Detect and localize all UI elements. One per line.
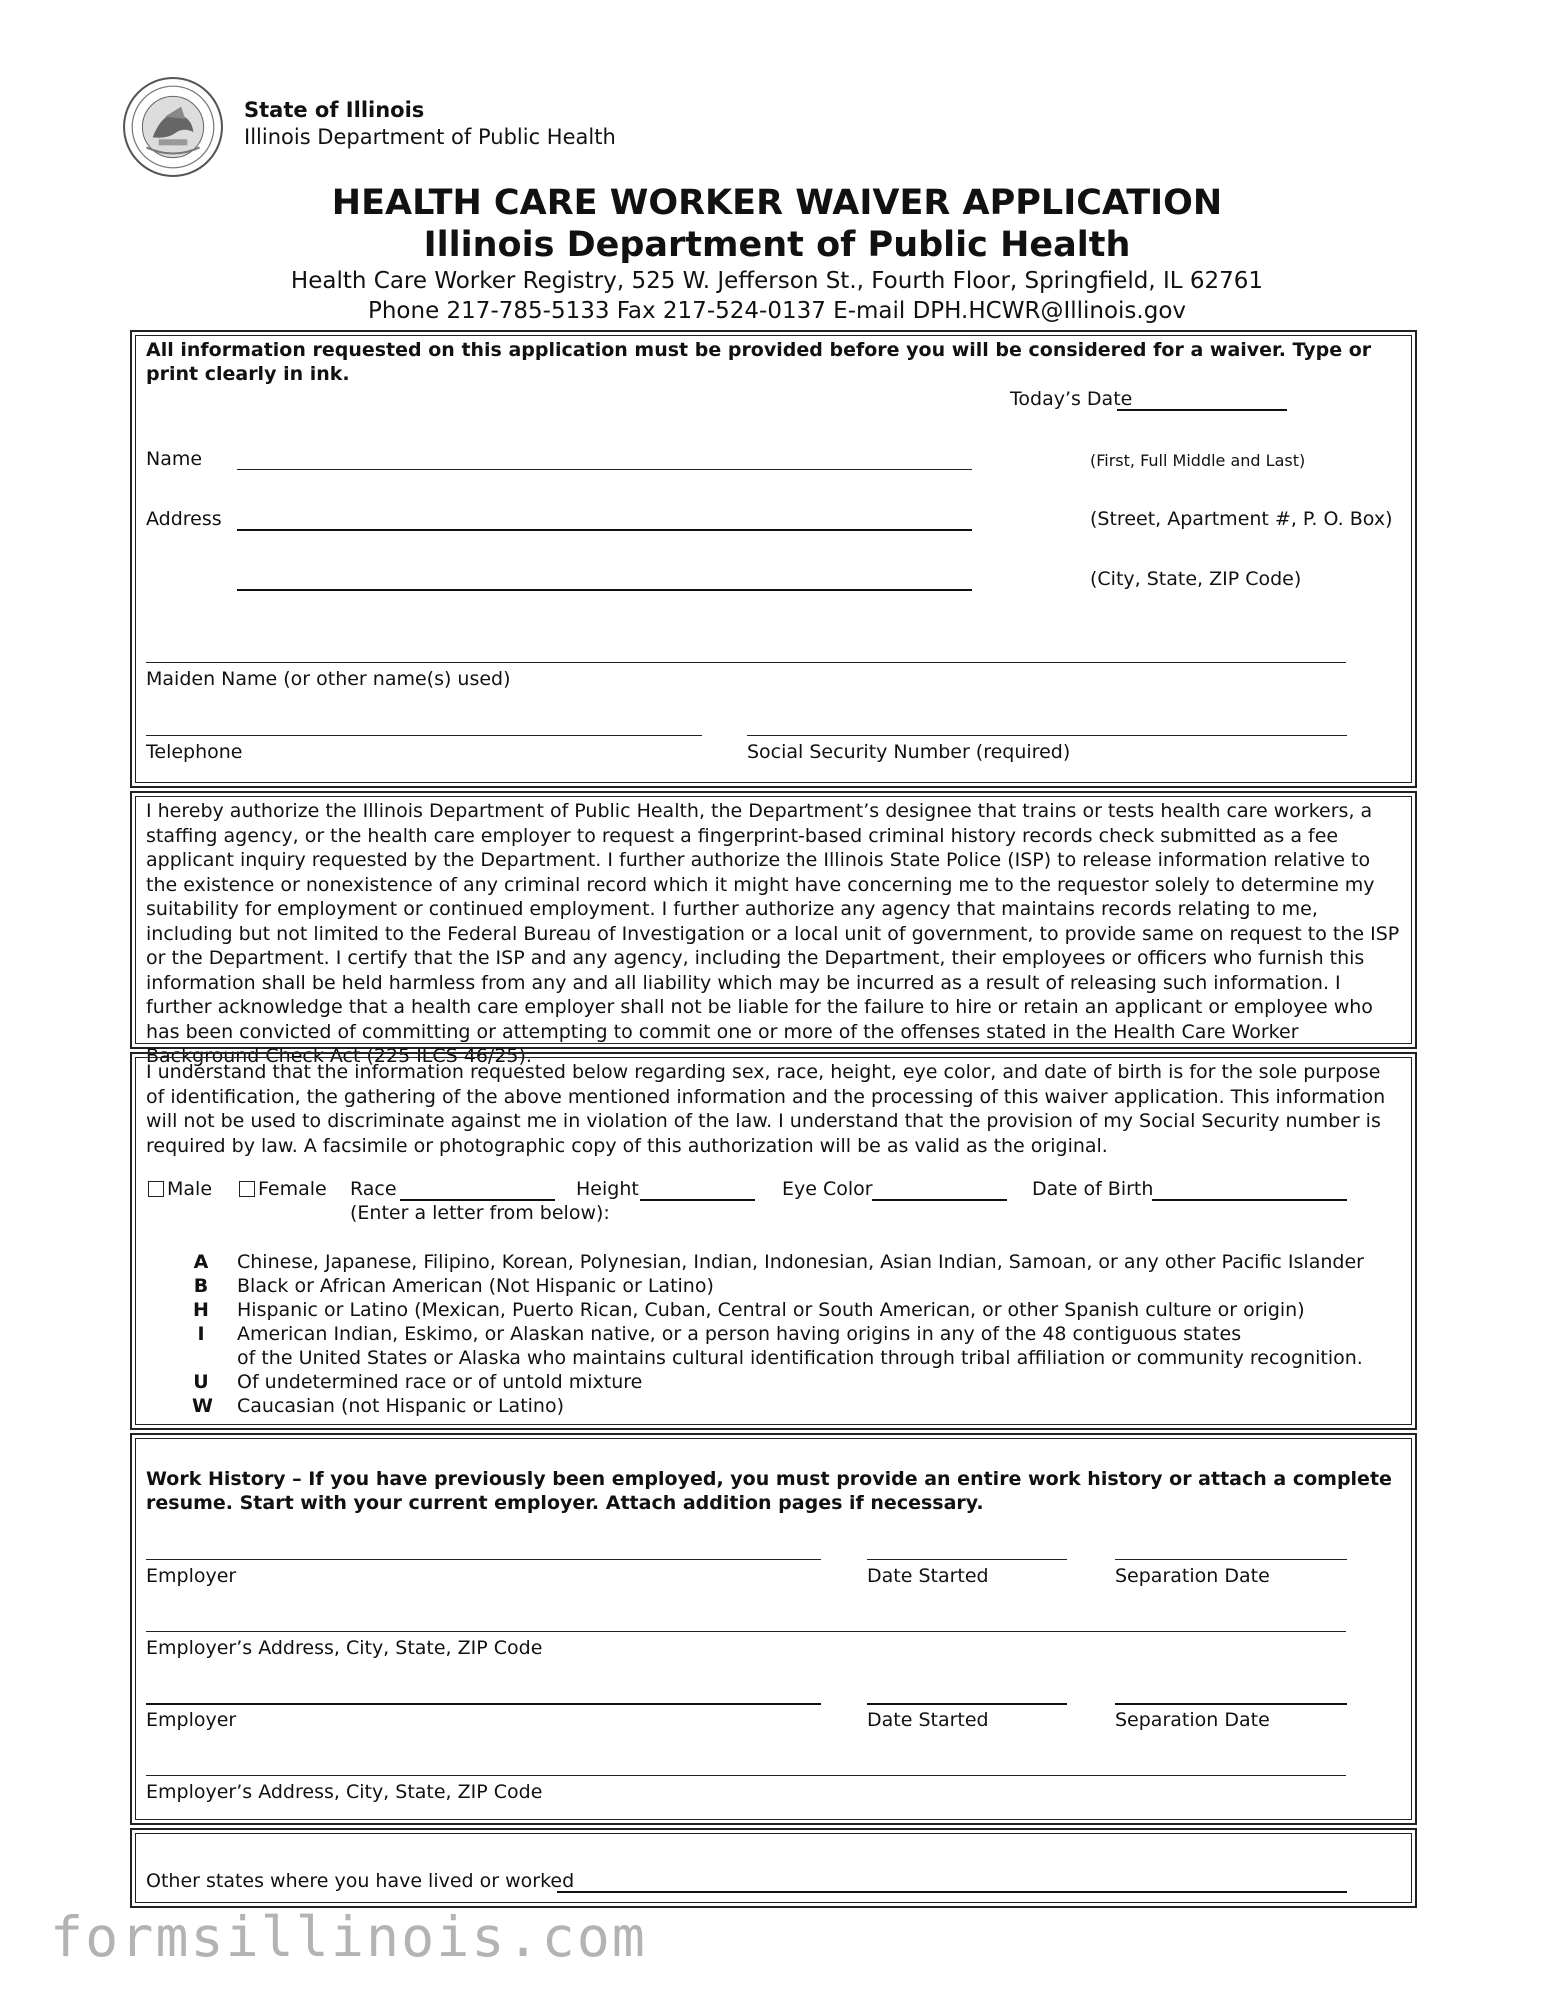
dob-label: Date of Birth: [1032, 1178, 1154, 1200]
race-code-letter: U: [193, 1371, 209, 1393]
race-code-desc: American Indian, Eskimo, or Alaskan native, or a person having origins in any of the 48 contiguous states: [237, 1323, 1242, 1345]
identification-statement: I understand that the information requested below regarding sex, race, height, eye color, and date of birth is for the sole purpose of identification, the gathering of the above mentioned information and the processing of this waiver application. This information will not be used to discriminate against me in violation of the law. I understand that the provision of my Social Security number is required by law. A facsimile or photographic copy of this authorization will be as valid as the original.: [146, 1061, 1386, 1157]
race-code-desc: Caucasian (not Hispanic or Latino): [237, 1395, 564, 1417]
race-code-desc-continued: of the United States or Alaska who maintains cultural identification through tribal affiliation or community recognition.: [237, 1347, 1363, 1369]
separation-date-1-label: Separation Date: [1115, 1565, 1270, 1587]
separation-date-2-label: Separation Date: [1115, 1709, 1270, 1731]
agency-state-name: State of Illinois: [244, 98, 425, 122]
form-subtitle: Illinois Department of Public Health: [423, 225, 1131, 265]
telephone-field[interactable]: [146, 735, 702, 736]
employer-address-1-field[interactable]: [146, 1631, 1346, 1632]
race-code-letter: B: [193, 1275, 209, 1297]
race-code-desc: Hispanic or Latino (Mexican, Puerto Rican, Cuban, Central or South American, or other Spanish culture or origin): [237, 1299, 1305, 1321]
name-field[interactable]: [237, 469, 972, 470]
work-history-section: [130, 1433, 1417, 1825]
authorization-section: [130, 791, 1417, 1067]
race-label: Race: [350, 1178, 397, 1200]
race-code-desc: Of undetermined race or of untold mixture: [237, 1371, 643, 1393]
height-field[interactable]: [640, 1199, 755, 1201]
employer-address-2-field[interactable]: [146, 1775, 1346, 1776]
other-states-field[interactable]: [557, 1891, 1347, 1893]
date-started-2-field[interactable]: [867, 1703, 1067, 1705]
employer-2-field[interactable]: [146, 1703, 821, 1705]
male-label: Male: [167, 1178, 213, 1200]
work-history-heading: Work History – If you have previously been employed, you must provide an entire work history or attach a complete resume. Start with your current employer. Attach addition pages if necessary.: [146, 1468, 1392, 1514]
contact-info: Phone 217-785-5133 Fax 217-524-0137 E-mail DPH.HCWR@Illinois.gov: [367, 298, 1187, 324]
ssn-field[interactable]: [747, 735, 1347, 736]
race-code-desc: Black or African American (Not Hispanic or Latino): [237, 1275, 714, 1297]
address-street-hint: (Street, Apartment #, P. O. Box): [1090, 508, 1393, 530]
todays-date-field[interactable]: [1117, 409, 1287, 411]
height-label: Height: [576, 1178, 639, 1200]
maiden-name-field[interactable]: [146, 662, 1346, 663]
race-field[interactable]: [400, 1199, 555, 1201]
race-code-letter: W: [192, 1395, 213, 1417]
telephone-label: Telephone: [146, 741, 243, 763]
female-checkbox[interactable]: [239, 1181, 255, 1197]
date-started-1-label: Date Started: [867, 1565, 989, 1587]
separation-date-2-field[interactable]: [1115, 1703, 1347, 1705]
eye-color-field[interactable]: [872, 1199, 1007, 1201]
authorization-text: I hereby authorize the Illinois Department of Public Health, the Department’s designee that trains or tests health care workers, a staffing agency, or the health care employer to request a fingerprint-based criminal history records check submitted as a fee applicant inquiry requested by the Department. I further authorize the Illinois State Police (ISP) to release information relative to the existence or nonexistence of any criminal record which it might have concerning me to the requestor solely to determine my suitability for employment or continued employment. I further authorize any agency that maintains records relating to me, including but not limited to the Federal Bureau of Investigation or a local unit of government, to provide same on request to the ISP or the Department. I certify that the ISP and any agency, including the Department, their employees or officers who furnish this information shall be held harmless from any and all liability which may be incurred as a result of releasing such information. I further acknowledge that a health care employer shall not be liable for the failure to hire or retain an applicant or employee who has been convicted of committing or attempting to commit one or more of the offenses stated in the Health Care Worker Background Check Act (225 ILCS 46/25).: [146, 800, 1400, 1067]
agency-department-name: Illinois Department of Public Health: [244, 125, 616, 149]
employer-2-label: Employer: [146, 1709, 237, 1731]
race-hint: (Enter a letter from below):: [350, 1202, 610, 1224]
employer-address-1-label: Employer’s Address, City, State, ZIP Code: [146, 1637, 543, 1659]
race-code-letter: H: [193, 1299, 209, 1321]
instructions-text: All information requested on this application must be provided before you will be considered for a waiver. Type or print clearly in ink.: [146, 339, 1372, 385]
maiden-name-label: Maiden Name (or other name(s) used): [146, 668, 511, 690]
personal-info-section: [130, 330, 1417, 788]
identification-section: [130, 1052, 1417, 1430]
address-label: Address: [146, 508, 222, 530]
watermark-text: formsillinois.com: [50, 1905, 647, 1969]
name-hint: (First, Full Middle and Last): [1090, 451, 1306, 470]
race-code-letter: I: [197, 1323, 205, 1345]
date-started-2-label: Date Started: [867, 1709, 989, 1731]
ssn-label: Social Security Number (required): [747, 741, 1071, 763]
race-code-letter: A: [193, 1251, 209, 1273]
name-label: Name: [146, 448, 203, 470]
female-label: Female: [258, 1178, 327, 1200]
todays-date-label: Today’s Date: [1010, 388, 1133, 410]
registry-address: Health Care Worker Registry, 525 W. Jefferson St., Fourth Floor, Springfield, IL 62761: [290, 268, 1264, 294]
other-states-section: [130, 1828, 1417, 1908]
race-code-desc: Chinese, Japanese, Filipino, Korean, Polynesian, Indian, Indonesian, Asian Indian, Samoan, or any other Pacific Islander: [237, 1251, 1364, 1273]
address-city-hint: (City, State, ZIP Code): [1090, 568, 1302, 590]
date-started-1-field[interactable]: [867, 1559, 1067, 1560]
address-street-field[interactable]: [237, 529, 972, 531]
address-city-field[interactable]: [237, 589, 972, 591]
employer-1-label: Employer: [146, 1565, 237, 1587]
state-seal-logo: [122, 76, 224, 178]
male-checkbox[interactable]: [148, 1181, 164, 1197]
separation-date-1-field[interactable]: [1115, 1559, 1347, 1560]
employer-1-field[interactable]: [146, 1559, 821, 1560]
other-states-label: Other states where you have lived or worked: [146, 1870, 575, 1892]
form-title: HEALTH CARE WORKER WAIVER APPLICATION: [331, 183, 1223, 223]
dob-field[interactable]: [1152, 1199, 1347, 1201]
employer-address-2-label: Employer’s Address, City, State, ZIP Code: [146, 1781, 543, 1803]
eye-color-label: Eye Color: [782, 1178, 873, 1200]
